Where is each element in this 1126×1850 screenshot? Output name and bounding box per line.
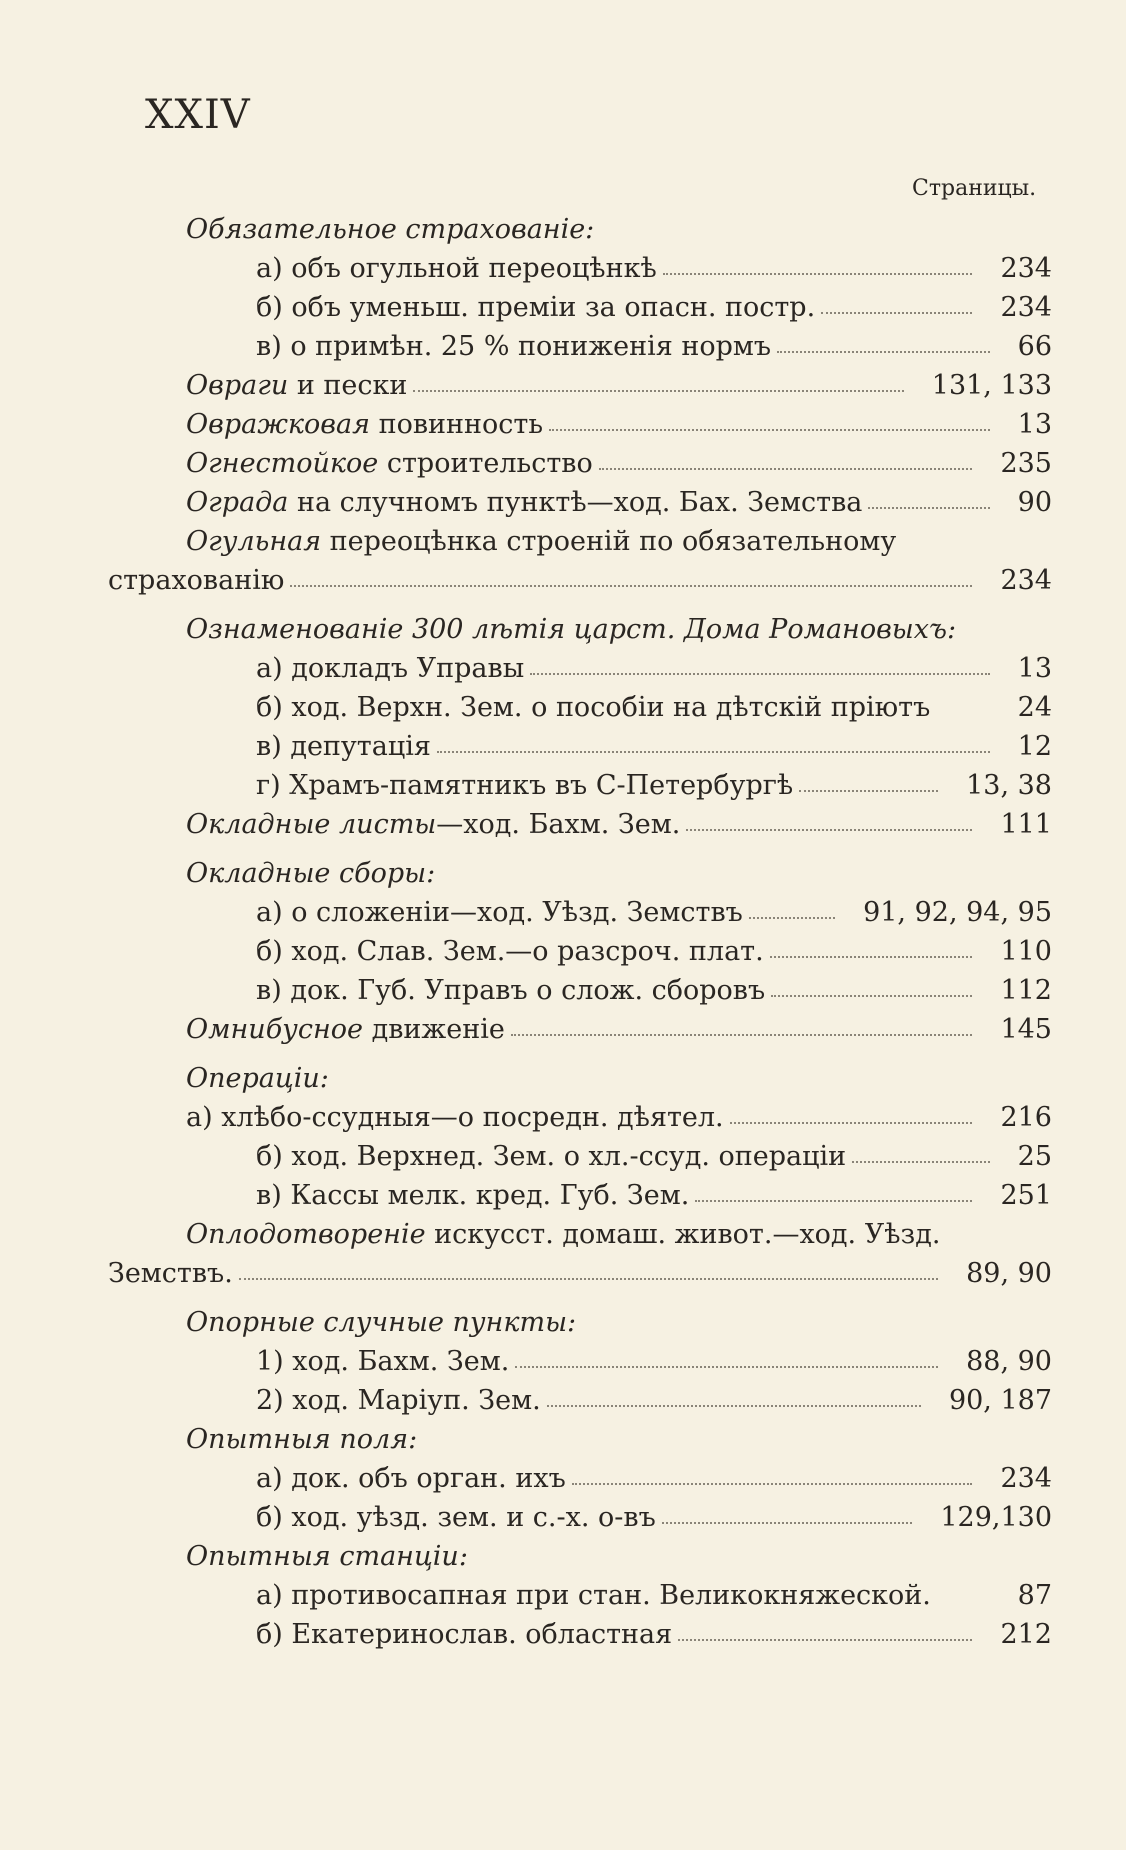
dot-leader <box>549 429 990 431</box>
entry-description: искусст. домаш. живот.—ход. Уѣзд. <box>425 1219 941 1250</box>
entry-heading: Окладные сборы: <box>186 858 436 889</box>
entry-text <box>186 610 962 649</box>
dot-leader <box>730 1122 973 1124</box>
entry-page-numbers: 216 <box>992 1098 1052 1137</box>
entry-text <box>256 1381 547 1420</box>
entry-page-numbers: 89, 90 <box>958 1254 1052 1293</box>
index-entry <box>108 210 1052 249</box>
index-entry <box>108 288 1052 327</box>
index-entry <box>108 932 1052 971</box>
index-entry <box>108 366 1052 405</box>
entry-text <box>256 1576 937 1615</box>
entry-description: —ход. Бахм. Зем. <box>436 809 681 840</box>
entry-page-numbers: 251 <box>992 1176 1052 1215</box>
entry-text <box>256 932 770 971</box>
entry-page-numbers: 112 <box>992 971 1052 1010</box>
entry-page-numbers: 24 <box>1010 688 1052 727</box>
dot-leader <box>770 956 973 958</box>
page-number: XXIV <box>145 92 251 138</box>
entry-text <box>256 688 936 727</box>
entry-description: а) хлѣбо-ссудныя—о посредн. дѣятел. <box>186 1102 724 1133</box>
dot-leader <box>821 312 972 314</box>
entry-text <box>186 805 686 844</box>
entry-heading: Ограда <box>186 487 289 518</box>
dot-leader <box>290 585 972 587</box>
entry-text <box>256 327 777 366</box>
entry-text <box>256 1176 695 1215</box>
entry-page-numbers: 90 <box>1010 483 1052 522</box>
entry-text <box>186 854 441 893</box>
entry-text <box>186 1303 582 1342</box>
entry-heading: Опытныя станціи: <box>186 1541 468 1572</box>
entry-heading: Опорные случные пункты: <box>186 1307 577 1338</box>
dot-leader <box>599 468 973 470</box>
entry-page-numbers: 235 <box>992 444 1052 483</box>
entry-heading: Огульная <box>186 526 322 557</box>
dot-leader <box>799 790 938 792</box>
index-entry <box>108 649 1052 688</box>
index-entry <box>108 727 1052 766</box>
entry-text <box>186 1098 730 1137</box>
index-entry <box>108 1342 1052 1381</box>
entry-heading: Омнибусное <box>186 1014 363 1045</box>
entry-page-numbers: 234 <box>992 249 1052 288</box>
entry-description: а) противосапная при стан. Великокняжеской. <box>256 1580 931 1611</box>
index-entry <box>108 854 1052 893</box>
index-entry <box>108 1537 1052 1576</box>
index-entry <box>108 1137 1052 1176</box>
dot-leader <box>686 829 972 831</box>
entry-description: и пески <box>288 370 408 401</box>
entry-heading: Окладные листы <box>186 809 437 840</box>
entry-description: в) депутація <box>256 731 431 762</box>
entry-text <box>256 1615 678 1654</box>
entry-text <box>186 1215 946 1254</box>
entry-description: Земствъ. <box>108 1258 233 1289</box>
entry-text <box>256 766 799 805</box>
index-entry <box>108 610 1052 649</box>
entry-heading: Овраги <box>186 370 289 401</box>
index-entry <box>108 1059 1052 1098</box>
entry-description: 2) ход. Маріуп. Зем. <box>256 1385 541 1416</box>
index-entry <box>108 522 1052 561</box>
entry-page-numbers: 13 <box>1010 649 1052 688</box>
entry-page-numbers: 129,130 <box>932 1498 1052 1537</box>
index-entry <box>108 1459 1052 1498</box>
entry-text <box>186 483 868 522</box>
entry-text <box>256 727 437 766</box>
entry-text <box>256 249 663 288</box>
dot-leader <box>413 390 903 392</box>
dot-leader <box>663 273 973 275</box>
index-entry <box>108 1420 1052 1459</box>
entry-page-numbers: 25 <box>1010 1137 1052 1176</box>
entry-description: страхованію <box>108 565 285 596</box>
entry-page-numbers: 234 <box>992 288 1052 327</box>
dot-leader <box>771 995 972 997</box>
entry-description: б) Екатеринослав. областная <box>256 1619 673 1650</box>
index-entry <box>108 1215 1052 1254</box>
entry-text <box>256 893 749 932</box>
dot-leader <box>852 1161 989 1163</box>
entry-description: б) ход. Верхнед. Зем. о хл.-ссуд. операціи <box>256 1141 847 1172</box>
index-entry <box>108 1576 1052 1615</box>
entry-description: в) Кассы мелк. кред. Губ. Зем. <box>256 1180 690 1211</box>
index-entry <box>108 405 1052 444</box>
entry-text <box>186 405 549 444</box>
entry-description: а) объ огульной переоцѣнкѣ <box>256 253 657 284</box>
entry-heading: Огнестойкое <box>186 448 379 479</box>
entry-description: переоцѣнка строеній по обязательному <box>321 526 897 557</box>
pages-column-header: Страницы. <box>912 176 1037 201</box>
entry-page-numbers: 13 <box>1010 405 1052 444</box>
entry-page-numbers: 87 <box>1010 1576 1052 1615</box>
index-entry <box>108 1303 1052 1342</box>
entry-text <box>186 210 600 249</box>
entry-text <box>256 971 771 1010</box>
dot-leader <box>515 1366 938 1368</box>
entry-text <box>186 366 413 405</box>
entry-text <box>186 1010 511 1049</box>
dot-leader <box>239 1278 938 1280</box>
index-entries <box>108 210 1052 1654</box>
entry-description: б) ход. уѣзд. зем. и с.-х. о-въ <box>256 1502 656 1533</box>
entry-page-numbers: 12 <box>1010 727 1052 766</box>
entry-page-numbers: 212 <box>992 1615 1052 1654</box>
entry-text <box>186 444 599 483</box>
index-entry <box>108 561 1052 600</box>
entry-description: повинность <box>370 409 544 440</box>
entry-text <box>256 1137 852 1176</box>
entry-text <box>256 649 530 688</box>
entry-description: движеніе <box>362 1014 505 1045</box>
entry-description: 1) ход. Бахм. Зем. <box>256 1346 510 1377</box>
dot-leader <box>572 1483 973 1485</box>
index-entry <box>108 971 1052 1010</box>
entry-text <box>256 288 821 327</box>
entry-text <box>108 561 290 600</box>
dot-leader <box>530 673 989 675</box>
entry-text <box>186 1059 335 1098</box>
entry-description: а) докладъ Управы <box>256 653 525 684</box>
index-entry <box>108 444 1052 483</box>
entry-description: в) док. Губ. Управъ о слож. сборовъ <box>256 975 766 1006</box>
entry-heading: Ознаменованіе 300 лѣтія царст. Дома Романовыхъ: <box>186 614 957 645</box>
index-entry <box>108 1498 1052 1537</box>
dot-leader <box>777 351 990 353</box>
entry-text <box>186 522 902 561</box>
entry-text <box>256 1342 515 1381</box>
entry-page-numbers: 111 <box>992 805 1052 844</box>
entry-page-numbers: 110 <box>992 932 1052 971</box>
dot-leader <box>511 1034 973 1036</box>
index-entry <box>108 483 1052 522</box>
entry-page-numbers: 13, 38 <box>958 766 1052 805</box>
index-entry <box>108 805 1052 844</box>
index-entry <box>108 1381 1052 1420</box>
dot-leader <box>437 751 990 753</box>
entry-page-numbers: 234 <box>992 1459 1052 1498</box>
entry-page-numbers: 131, 133 <box>924 366 1052 405</box>
entry-description: б) объ уменьш. преміи за опасн. постр. <box>256 292 816 323</box>
entry-description: а) о сложеніи—ход. Уѣзд. Земствъ <box>256 897 743 928</box>
entry-description: строительство <box>378 448 593 479</box>
entry-page-numbers: 90, 187 <box>941 1381 1052 1420</box>
entry-description: на случномъ пунктѣ—ход. Бах. Земства <box>288 487 863 518</box>
dot-leader <box>547 1405 921 1407</box>
entry-page-numbers: 91, 92, 94, 95 <box>855 893 1052 932</box>
entry-text <box>256 1498 662 1537</box>
entry-page-numbers: 66 <box>1010 327 1052 366</box>
dot-leader <box>868 507 989 509</box>
entry-heading: Овражковая <box>186 409 370 440</box>
index-entry <box>108 249 1052 288</box>
entry-text <box>256 1459 572 1498</box>
entry-description: б) ход. Слав. Зем.—о разсроч. плат. <box>256 936 764 967</box>
index-entry <box>108 893 1052 932</box>
dot-leader <box>662 1522 913 1524</box>
entry-page-numbers: 145 <box>992 1010 1052 1049</box>
entry-description: б) ход. Верхн. Зем. о пособіи на дѣтскій пріютъ <box>256 692 931 723</box>
index-entry <box>108 1098 1052 1137</box>
entry-description: а) док. объ орган. ихъ <box>256 1463 566 1494</box>
entry-page-numbers: 88, 90 <box>958 1342 1052 1381</box>
entry-text <box>186 1420 423 1459</box>
entry-page-numbers: 234 <box>992 561 1052 600</box>
entry-heading: Опытныя поля: <box>186 1424 418 1455</box>
index-entry <box>108 1254 1052 1293</box>
index-entry <box>108 766 1052 805</box>
dot-leader <box>749 917 835 919</box>
entry-heading: Операціи: <box>186 1063 329 1094</box>
entry-description: г) Храмъ-памятникъ въ С-Петербургѣ <box>256 770 794 801</box>
dot-leader <box>678 1639 972 1641</box>
index-entry <box>108 1010 1052 1049</box>
index-entry <box>108 1176 1052 1215</box>
entry-description: в) о примѣн. 25 % пониженія нормъ <box>256 331 772 362</box>
index-entry <box>108 688 1052 727</box>
dot-leader <box>695 1200 972 1202</box>
entry-text <box>186 1537 474 1576</box>
entry-heading: Оплодотвореніе <box>186 1219 426 1250</box>
index-entry <box>108 327 1052 366</box>
entry-heading: Обязательное страхованіе: <box>186 214 595 245</box>
entry-text <box>108 1254 239 1293</box>
index-entry <box>108 1615 1052 1654</box>
